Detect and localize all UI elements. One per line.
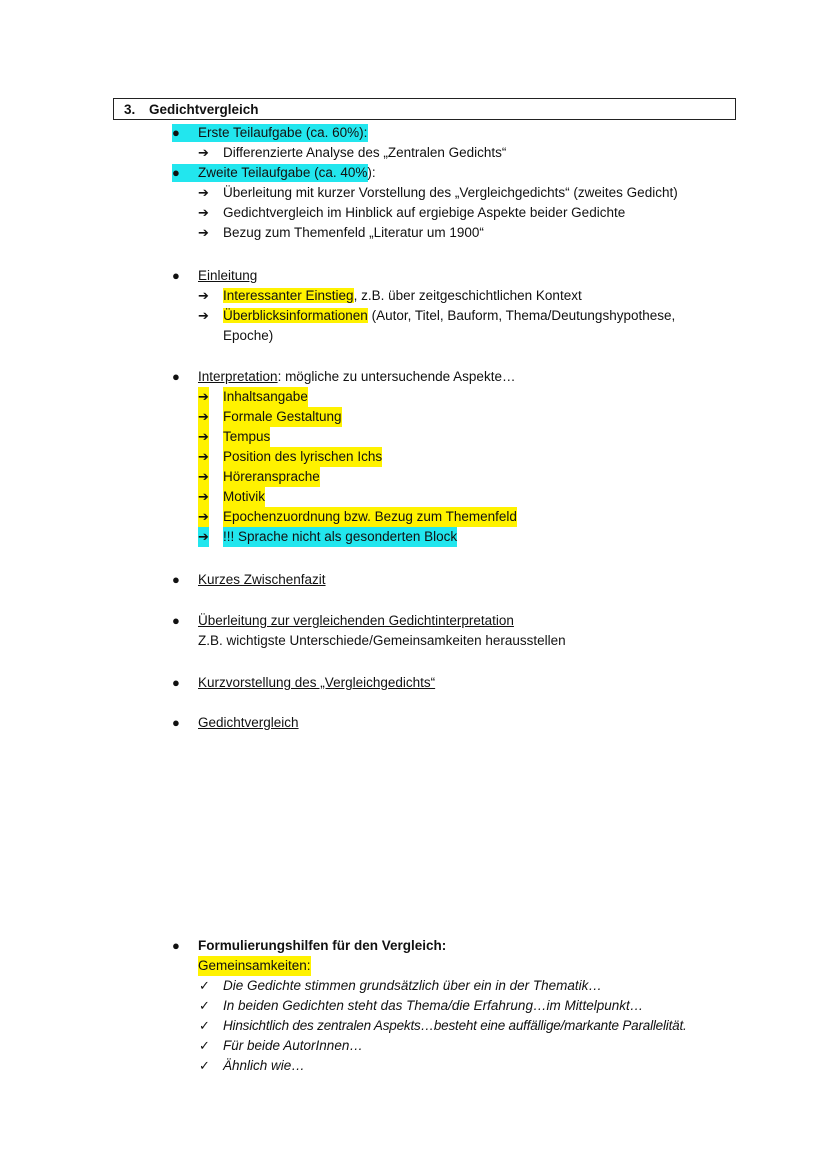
einleitung-item-continuation: Epoche) [223,328,274,343]
checkmark-icon: ✓ [199,1038,210,1053]
interpretation-item: Position des lyrischen Ichs [223,447,382,467]
interpretation-item: Inhaltsangabe [223,387,308,407]
list-item [0,286,828,306]
first-task-sub: Differenzierte Analyse des „Zentralen Gedichts“ [223,145,507,160]
interpretation-item: Motivik [223,487,265,507]
arrow-icon: ➔ [198,185,209,200]
interpretation-note: !!! Sprache nicht als gesonderten Block [223,527,457,547]
task-overview [0,123,828,243]
list-item [0,143,828,163]
second-task-sub: Gedichtvergleich im Hinblick auf ergiebige Aspekte beider Gedichte [223,205,626,220]
arrow-icon: ➔ [198,288,209,303]
list-item [0,427,828,447]
bullet-icon: ● [172,165,180,180]
list-item [0,326,828,346]
kurzvorstellung-heading: Kurzvorstellung des „Vergleichgedichts“ [198,675,436,690]
arrow-icon: ➔ [198,427,209,447]
list-item [0,387,828,407]
formulierung-item: Hinsichtlich des zentralen Aspekts…besteht eine auffällige/markante Parallelität. [223,1018,687,1033]
checkmark-icon: ✓ [199,998,210,1013]
section-title: Gedichtvergleich [149,102,259,117]
interpretation-heading: Interpretation [198,369,278,384]
bullet-icon: ● [172,125,180,140]
list-item [0,183,828,203]
einleitung-section [0,266,828,346]
list-item [0,407,828,427]
formulierung-subheading: Gemeinsamkeiten: [198,956,311,976]
arrow-icon: ➔ [198,447,209,467]
formulierung-item: Die Gedichte stimmen grundsätzlich über ein in der Thematik… [223,978,602,993]
first-task-label: Erste Teilaufgabe (ca. 60%): [198,125,368,140]
list-item [0,1036,828,1056]
einleitung-heading: Einleitung [198,268,258,283]
list-item [0,611,828,631]
list-item [0,570,828,590]
section-header [113,98,736,120]
arrow-icon: ➔ [198,407,209,427]
list-item [0,266,828,286]
ueberleitung-section [0,611,828,651]
einleitung-item-text: (Autor, Titel, Bauform, Thema/Deutungshypothese, [367,308,676,323]
arrow-icon: ➔ [198,467,209,487]
second-task-label: Zweite Teilaufgabe (ca. 40%): [198,165,376,180]
list-item [0,367,828,387]
list-item [0,1016,828,1036]
list-item [0,223,828,243]
gedichtvergleich-section [0,713,828,733]
interpretation-item: Tempus [223,427,270,447]
bullet-icon: ● [172,572,180,587]
interpretation-item: Höreransprache [223,467,320,487]
bullet-icon: ● [172,613,180,628]
einleitung-item-text: , z.B. über zeitgeschichtlichen Kontext [353,288,582,303]
list-item [0,673,828,693]
gedichtvergleich-heading: Gedichtvergleich [198,715,299,730]
bullet-icon: ● [172,715,180,730]
arrow-icon: ➔ [198,527,209,547]
second-task-sub: Bezug zum Themenfeld „Literatur um 1900“ [223,225,484,240]
arrow-icon: ➔ [198,225,209,240]
ueberleitung-heading: Überleitung zur vergleichenden Gedichtinterpretation [198,613,514,628]
list-item [0,956,828,976]
ueberleitung-text: Z.B. wichtigste Unterschiede/Gemeinsamkeiten herausstellen [198,633,566,648]
interpretation-item: Epochenzuordnung bzw. Bezug zum Themenfeld [223,507,517,527]
list-item [0,447,828,467]
second-task-sub: Überleitung mit kurzer Vorstellung des „Vergleichgedichts“ (zweites Gedicht) [223,185,678,200]
list-item [0,123,828,143]
list-item [0,203,828,223]
list-item [0,527,828,547]
bullet-icon: ● [172,268,180,283]
checkmark-icon: ✓ [199,978,210,993]
list-item [0,996,828,1016]
list-item [0,976,828,996]
interpretation-section [0,367,828,547]
zwischenfazit-heading: Kurzes Zwischenfazit [198,572,326,587]
zwischenfazit-section [0,570,828,590]
bullet-icon: ● [172,938,180,953]
arrow-icon: ➔ [198,145,209,160]
arrow-icon: ➔ [198,205,209,220]
section-number: 3. [124,102,136,117]
list-item [0,467,828,487]
formulierung-item: Ähnlich wie… [223,1058,305,1073]
bullet-icon: ● [172,675,180,690]
formulierung-heading: Formulierungshilfen für den Vergleich: [198,938,447,953]
list-item [0,306,828,326]
einleitung-item-highlight: Interessanter Einstieg [223,288,354,303]
arrow-icon: ➔ [198,308,209,323]
list-item [0,507,828,527]
list-item [0,163,828,183]
bullet-icon: ● [172,369,180,384]
checkmark-icon: ✓ [199,1058,210,1073]
list-item [0,713,828,733]
list-item [0,936,828,956]
formulierung-item: In beiden Gedichten steht das Thema/die Erfahrung…im Mittelpunkt… [223,998,644,1013]
list-item [0,487,828,507]
checkmark-icon: ✓ [199,1018,210,1033]
interpretation-heading-text: : mögliche zu untersuchende Aspekte… [277,369,516,384]
kurzvorstellung-section [0,673,828,693]
arrow-icon: ➔ [198,487,209,507]
arrow-icon: ➔ [198,507,209,527]
formulierung-item: Für beide AutorInnen… [223,1038,363,1053]
einleitung-item-highlight: Überblicksinformationen [223,308,368,323]
interpretation-item: Formale Gestaltung [223,407,342,427]
arrow-icon: ➔ [198,387,209,407]
list-item [0,631,828,651]
formulierung-section [0,936,828,1076]
list-item [0,1056,828,1076]
